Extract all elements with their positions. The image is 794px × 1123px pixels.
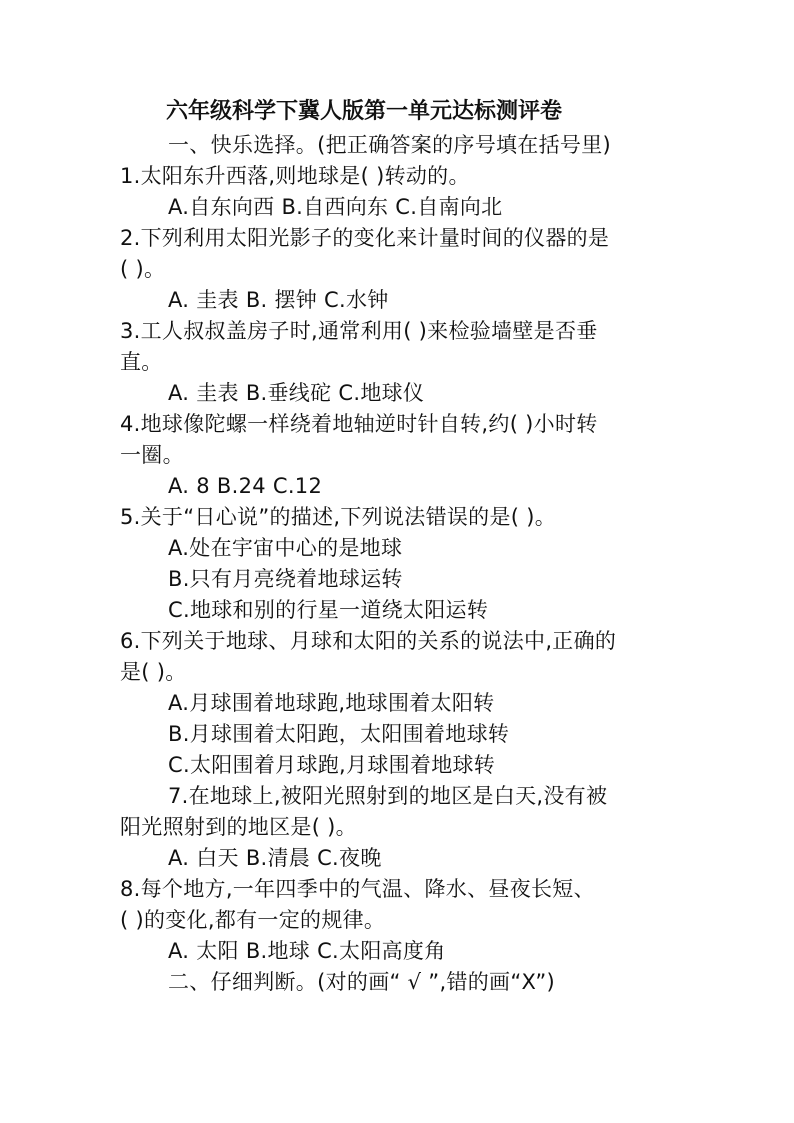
question-7: 7.在地球上,被阳光照射到的地区是白天,没有被: [168, 784, 608, 808]
section-2-heading: 二、仔细判断。(对的画“ √ ”,错的画“X”): [168, 970, 556, 994]
question-5: 5.关于“日心说”的描述,下列说法错误的是( )。: [120, 505, 557, 529]
question-2: 2.下列利用太阳光影子的变化来计量时间的仪器的是: [120, 226, 610, 250]
question-7-options: A. 白天 B.清晨 C.夜晚: [168, 846, 382, 870]
question-6: 6.下列关于地球、月球和太阳的关系的说法中,正确的: [120, 629, 617, 653]
question-6-option-b: B.月球围着太阳跑，太阳围着地球转: [168, 722, 510, 746]
question-7-continued: 阳光照射到的地区是( )。: [120, 815, 357, 839]
question-5-option-c: C.地球和别的行星一道绕太阳运转: [168, 598, 489, 622]
question-3: 3.工人叔叔盖房子时,通常利用( )来检验墙壁是否垂: [120, 319, 598, 343]
question-3-continued: 直。: [120, 350, 163, 374]
question-1-options: A.自东向西 B.自西向东 C.自南向北: [168, 195, 503, 219]
question-4: 4.地球像陀螺一样绕着地轴逆时针自转,约( )小时转: [120, 412, 598, 436]
question-6-option-c: C.太阳围着月球跑,月球围着地球转: [168, 753, 496, 777]
page-title: 六年级科学下冀人版第一单元达标测评卷: [166, 98, 563, 124]
question-4-continued: 一圈。: [120, 443, 184, 467]
question-5-option-b: B.只有月亮绕着地球运转: [168, 567, 403, 591]
question-6-option-a: A.月球围着地球跑,地球围着太阳转: [168, 691, 495, 715]
question-8-continued: ( )的变化,都有一定的规律。: [120, 908, 386, 932]
section-1-heading: 一、快乐选择。(把正确答案的序号填在括号里): [168, 133, 611, 157]
question-4-options: A. 8 B.24 C.12: [168, 474, 323, 498]
question-3-options: A. 圭表 B.垂线砣 C.地球仪: [168, 381, 425, 405]
question-8-options: A. 太阳 B.地球 C.太阳高度角: [168, 939, 446, 963]
question-2-continued: ( )。: [120, 257, 166, 281]
question-2-options: A. 圭表 B. 摆钟 C.水钟: [168, 288, 389, 312]
question-6-continued: 是( )。: [120, 660, 187, 684]
question-8: 8.每个地方,一年四季中的气温、降水、昼夜长短、: [120, 877, 595, 901]
question-1: 1.太阳东升西落,则地球是( )转动的。: [120, 164, 470, 188]
question-5-option-a: A.处在宇宙中心的是地球: [168, 536, 403, 560]
